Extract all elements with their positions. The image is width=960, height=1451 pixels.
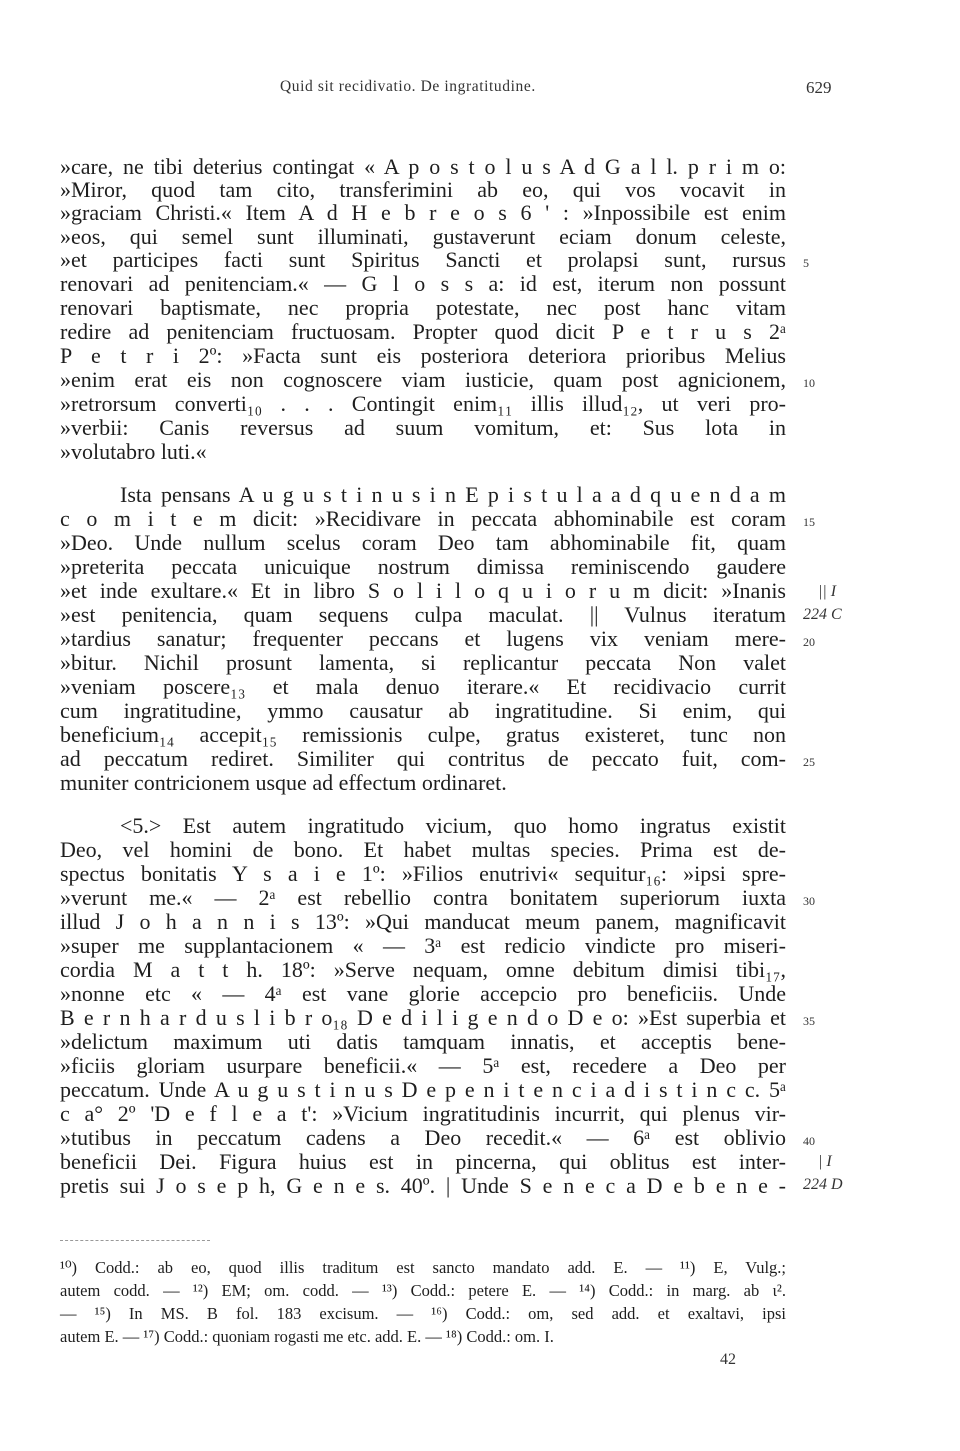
- margin-ref: 224 D: [803, 1176, 843, 1193]
- text-line: »tardius sanatur; frequenter peccans et lugens vix veniam mere-: [60, 626, 786, 651]
- text-line: P e t r i 2º: »Facta sunt eis posteriora deteriora prioribus Melius: [60, 343, 786, 368]
- text-line: Deo, vel homini de bono. Et habet multas species. Prima est de-: [60, 837, 786, 862]
- line-number: 25: [803, 755, 815, 769]
- text-line: »delictum maximum uti datis tamquam innatis, et acceptis bene-: [60, 1029, 786, 1054]
- line-number: 5: [803, 256, 809, 270]
- text-line: illud J o h a n n i s 13º: »Qui manducat meum panem, magnificavit: [60, 909, 786, 934]
- text-line: redire ad penitenciam fructuosam. Propter quod dicit P e t r u s 2ᵃ: [60, 319, 786, 344]
- text-line: B e r n h a r d u s l i b r o₁₈ D e d i l i g e n d o D e o: »Est superbia et: [60, 1005, 786, 1030]
- text-line: cordia M a t t h. 18º: »Serve nequam, omne debitum dimisi tibi₁₇,: [60, 957, 786, 982]
- text-line: »eos, qui semel sunt illuminati, gustaverunt eciam donum celeste,: [60, 224, 786, 249]
- text-line: »verunt me.« — 2ᵃ est rebellio contra bonitatem superiorum iuxta: [60, 885, 786, 910]
- text-line: »graciam Christi.« Item A d H e b r e o s 6 ' : »Inpossibile est enim: [60, 200, 786, 225]
- text-line: »retrorsum converti₁₀ . . . Contingit enim₁₁ illis illud₁₂, ut veri pro-: [60, 391, 786, 416]
- text-line: renovari baptismate, nec propria potestate, nec post hanc vitam: [60, 295, 786, 320]
- margin-ref: | I: [818, 1153, 832, 1170]
- footnote-separator: [60, 1240, 210, 1241]
- text-line: »est penitencia, quam sequens culpa maculat. || Vulnus iteratum: [60, 602, 786, 627]
- text-line: »Deo. Unde nullum scelus coram Deo tam abhominabile fit, quam: [60, 530, 786, 555]
- line-number: 10: [803, 376, 815, 390]
- text-line: renovari ad penitenciam.« — G l o s s a: id est, iterum non possunt: [60, 271, 786, 296]
- text-line: muniter contricionem usque ad effectum ordinaret.: [60, 770, 507, 795]
- signature-mark: 42: [720, 1351, 736, 1368]
- line-number: 15: [803, 515, 815, 529]
- text-line: peccatum. Unde A u g u s t i n u s D e p e n i t e n c i a d i s t i n c c. 5ᵃ: [60, 1077, 786, 1102]
- line-number: 40: [803, 1134, 815, 1148]
- text-line: »tutibus in peccatum cadens a Deo recedit.« — 6ᵃ est oblivio: [60, 1125, 786, 1150]
- text-line: ad peccatum rediret. Similiter qui contritus de peccato fuit, com-: [60, 746, 786, 771]
- line-number: 30: [803, 894, 815, 908]
- text-line: c a° 2º 'D e f l e a t': »Vicium ingratitudinis incurrit, qui plenus vir-: [60, 1101, 786, 1126]
- margin-ref: 224 C: [803, 606, 842, 623]
- text-line: pretis sui J o s e p h, G e n e s. 40º. | Unde S e n e c a D e b e n e -: [60, 1173, 786, 1198]
- line-number: 20: [803, 635, 815, 649]
- text-line: »enim erat eis non cognoscere viam iusticie, quam post agnicionem,: [60, 367, 786, 392]
- text-line: spectus bonitatis Y s a i e 1º: »Filios enutrivi« sequitur₁₆: »ipsi spre-: [60, 861, 786, 886]
- page-number: 629: [806, 78, 832, 97]
- text-line: »care, ne tibi deterius contingat « A p o s t o l u s A d G a l l. p r i m o:: [60, 154, 786, 179]
- text-line: beneficium₁₄ accepit₁₅ remissionis culpe, gratus existeret, tunc non: [60, 722, 786, 747]
- text-line: »super me supplantacionem « — 3ᵃ est redicio vindicte pro miseri-: [60, 933, 786, 958]
- text-line: Ista pensans A u g u s t i n u s i n E p i s t u l a a d q u e n d a m: [120, 482, 786, 507]
- text-line: cum ingratitudine, ymmo causatur ab ingratitudine. Si enim, qui: [60, 698, 786, 723]
- margin-ref: || I: [818, 583, 837, 600]
- text-line: <5.> Est autem ingratitudo vicium, quo homo ingratus existit: [120, 813, 786, 838]
- footnote-line: autem codd. — ¹²) EM; om. codd. — ¹³) Codd.: petere E. — ¹⁴) Codd.: in marg. ab ι².: [60, 1281, 786, 1300]
- footnote-line: autem E. — ¹⁷) Codd.: quoniam rogasti me etc. add. E. — ¹⁸) Codd.: om. I.: [60, 1327, 554, 1346]
- text-line: »bitur. Nichil prosunt lamenta, si replicantur peccata Non valet: [60, 650, 786, 675]
- footnote-line: ¹⁰) Codd.: ab eo, quod illis traditum est sancto mandato add. E. — ¹¹) E, Vulg.;: [60, 1258, 786, 1277]
- footnote-line: — ¹⁵) In MS. B fol. 183 excisum. — ¹⁶) Codd.: om, sed add. et exaltavi, ipsi: [60, 1304, 786, 1323]
- text-line: »veniam poscere₁₃ et mala denuo iterare.« Et recidivacio currit: [60, 674, 786, 699]
- text-line: beneficii Dei. Figura huius est in pincerna, qui oblitus est inter-: [60, 1149, 786, 1174]
- text-line: »et participes facti sunt Spiritus Sancti et prolapsi sunt, rursus: [60, 247, 786, 272]
- text-line: »ficiis gloriam usurpare beneficii.« — 5ᵃ est, recedere a Deo per: [60, 1053, 786, 1078]
- text-line: »preterita peccata unicuique nostrum dimissa reminiscendo gaudere: [60, 554, 786, 579]
- running-title: Quid sit recidivatio. De ingratitudine.: [280, 78, 536, 95]
- text-line: »volutabro luti.«: [60, 439, 207, 464]
- line-number: 35: [803, 1014, 815, 1028]
- text-line: c o m i t e m dicit: »Recidivare in peccata abhominabile est coram: [60, 506, 786, 531]
- text-line: »Miror, quod tam cito, transferimini ab eo, qui vos vocavit in: [60, 177, 786, 202]
- text-line: »verbii: Canis reversus ad suum vomitum, et: Sus lota in: [60, 415, 786, 440]
- text-line: »nonne etc « — 4ᵃ est vane glorie accepcio pro beneficiis. Unde: [60, 981, 786, 1006]
- text-line: »et inde exultare.« Et in libro S o l i l o q u i o r u m dicit: »Inanis: [60, 578, 786, 603]
